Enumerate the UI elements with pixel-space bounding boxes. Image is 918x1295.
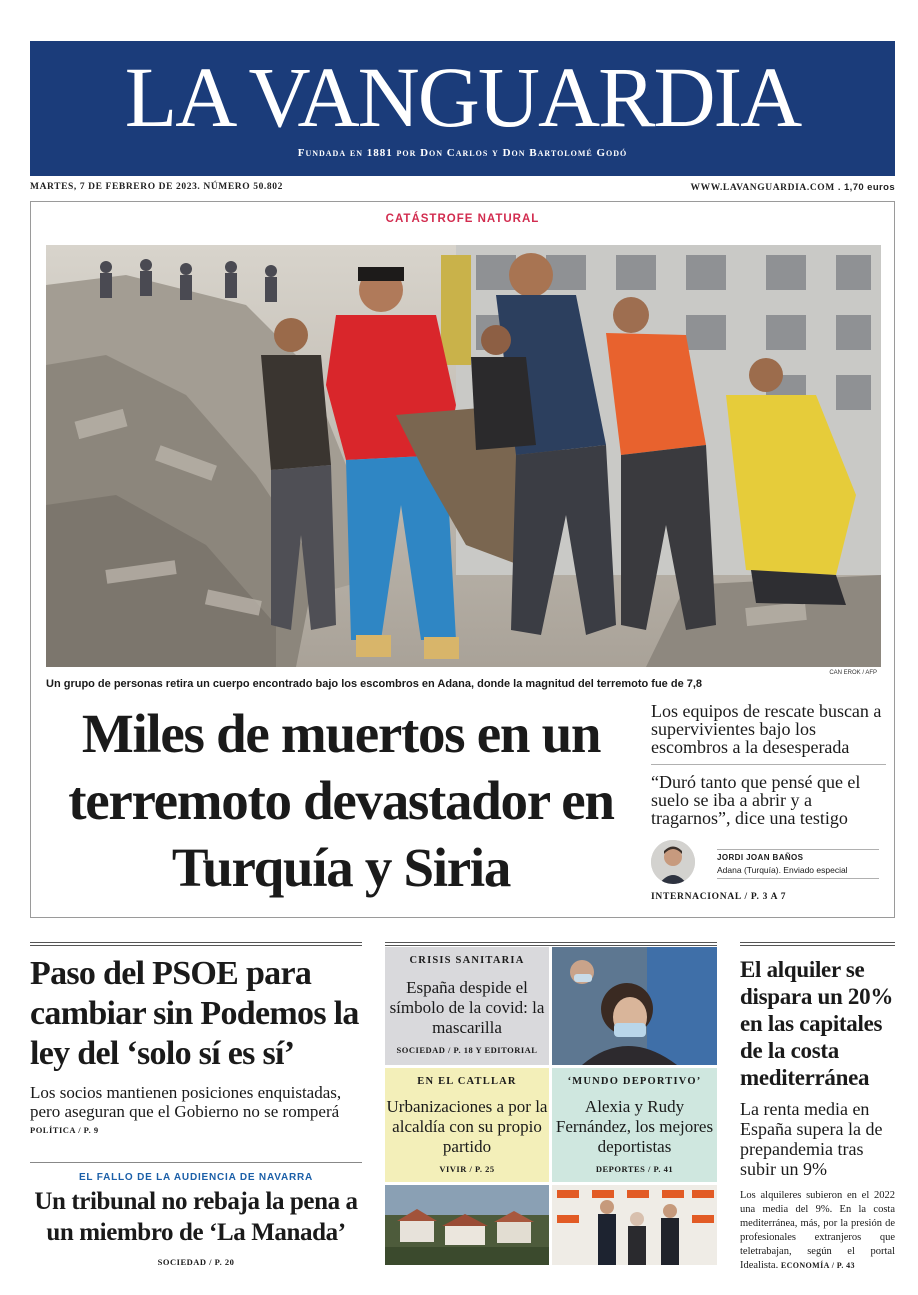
rent-headline[interactable]: El alquiler se dispara un 20% en las capitales de la costa mediterránea (740, 957, 894, 1090)
rent-story (740, 942, 895, 1273)
author-avatar (651, 840, 695, 884)
double-rule (30, 942, 362, 946)
psoe-deck: Los socios mantienen posiciones enquistadas, pero aseguran que el Gobierno no se romperá (30, 1083, 342, 1121)
founded-line: Fundada en 1881 por Don Carlos y Don Bartolomé Godó (297, 147, 628, 159)
athletes-photo[interactable] (552, 1185, 717, 1265)
catllar-section-ref: VIVIR / P. 25 (439, 1164, 495, 1174)
catllar-label: EN EL CATLLAR (417, 1076, 517, 1087)
manada-headline[interactable]: Un tribunal no rebaja la pena a un miembro de ‘La Manada’ (34, 1188, 358, 1246)
lead-headline[interactable]: Miles de muertos en un terremoto devastador en Turquía y Siria (68, 703, 614, 898)
website-link[interactable]: WWW.LAVANGUARDIA.COM (690, 183, 835, 193)
psoe-section-ref[interactable]: POLÍTICA / P. 9 (30, 1125, 99, 1135)
urbanization-photo[interactable] (385, 1185, 549, 1265)
masthead (30, 41, 895, 176)
catllar-title: Urbanizaciones a por la alcaldía con su propio partido (386, 1097, 548, 1156)
lead-deck-1: Los equipos de rescate buscan a supervivientes bajo los escombros a la desesperada (651, 701, 882, 757)
photo-caption: Un grupo de personas retira un cuerpo encontrado bajo los escombros en Adana, donde la magnitud del terremoto fue de 7,8 (46, 678, 703, 690)
lead-deck-2: “Duró tanto que pensé que el suelo se iba a abrir y a tragarnos”, dice una testigo (651, 772, 861, 828)
psoe-headline[interactable]: Paso del PSOE para cambiar sin Podemos la ley del ‘solo sí es sí’ (30, 955, 359, 1072)
rent-body (740, 1189, 895, 1273)
crisis-title: España despide el símbolo de la covid: la mascarilla (389, 978, 545, 1037)
double-rule (740, 942, 895, 946)
price: 1,70 euros (844, 182, 895, 193)
catllar-box[interactable] (385, 1068, 549, 1182)
site-and-price (691, 182, 895, 193)
author-name: JORDI JOAN BAÑOS (717, 853, 804, 862)
crisis-label: CRISIS SANITARIA (409, 955, 525, 966)
lead-kicker: CATÁSTROFE NATURAL (385, 213, 540, 225)
mundo-label: ‘MUNDO DEPORTIVO’ (567, 1076, 702, 1087)
earthquake-rescue-photo[interactable] (46, 245, 881, 667)
dateline: MARTES, 7 DE FEBRERO DE 2023. NÚMERO 50.802 (30, 182, 283, 192)
mundo-deportivo-box[interactable] (552, 1068, 717, 1182)
houses-illustration (385, 1185, 549, 1265)
author-role: Adana (Turquía). Enviado especial (717, 865, 848, 875)
mundo-section-ref: DEPORTES / P. 41 (595, 1164, 674, 1174)
double-rule (385, 942, 717, 946)
lead-story (30, 201, 895, 918)
divider (30, 1162, 362, 1163)
manada-kicker: EL FALLO DE LA AUDIENCIA DE NAVARRA (78, 1172, 314, 1183)
author-byline (651, 840, 881, 885)
divider (651, 764, 886, 765)
divider (717, 849, 879, 850)
separator-dot: . (837, 182, 841, 193)
lead-side-texts (651, 702, 886, 827)
rent-section-ref[interactable]: ECONOMÍA / P. 43 (780, 1261, 855, 1270)
mundo-title: Alexia y Rudy Fernández, los mejores deportistas (555, 1097, 714, 1156)
rent-body-text: Los alquileres subieron en el 2022 una media del 9%. En la costa mediterránea, más, por la presión de profesionales extranjeros que teletrabajan, según el portal Idealista. (740, 1190, 895, 1271)
author-portrait-icon (651, 840, 695, 884)
lead-section-ref[interactable]: INTERNACIONAL / P. 3 A 7 (651, 892, 787, 902)
mask-girl-photo[interactable] (552, 947, 717, 1065)
divider (717, 878, 879, 879)
psoe-story (30, 942, 362, 1135)
middle-rule (385, 942, 717, 946)
crisis-section-ref: SOCIEDAD / P. 18 Y EDITORIAL (396, 1045, 538, 1055)
crisis-sanitaria-box[interactable] (385, 947, 549, 1065)
manada-section-ref[interactable]: SOCIEDAD / P. 20 (157, 1257, 235, 1267)
newspaper-logo[interactable]: LA VANGUARDIA (124, 49, 801, 145)
mask-photo-illustration (552, 947, 717, 1065)
photo-illustration (46, 245, 881, 667)
photo-credit: CAN EROK / AFP (829, 670, 877, 676)
rent-deck: La renta media en España supera la de prepandemia tras subir un 9% (740, 1099, 883, 1179)
athletes-illustration (552, 1185, 717, 1265)
